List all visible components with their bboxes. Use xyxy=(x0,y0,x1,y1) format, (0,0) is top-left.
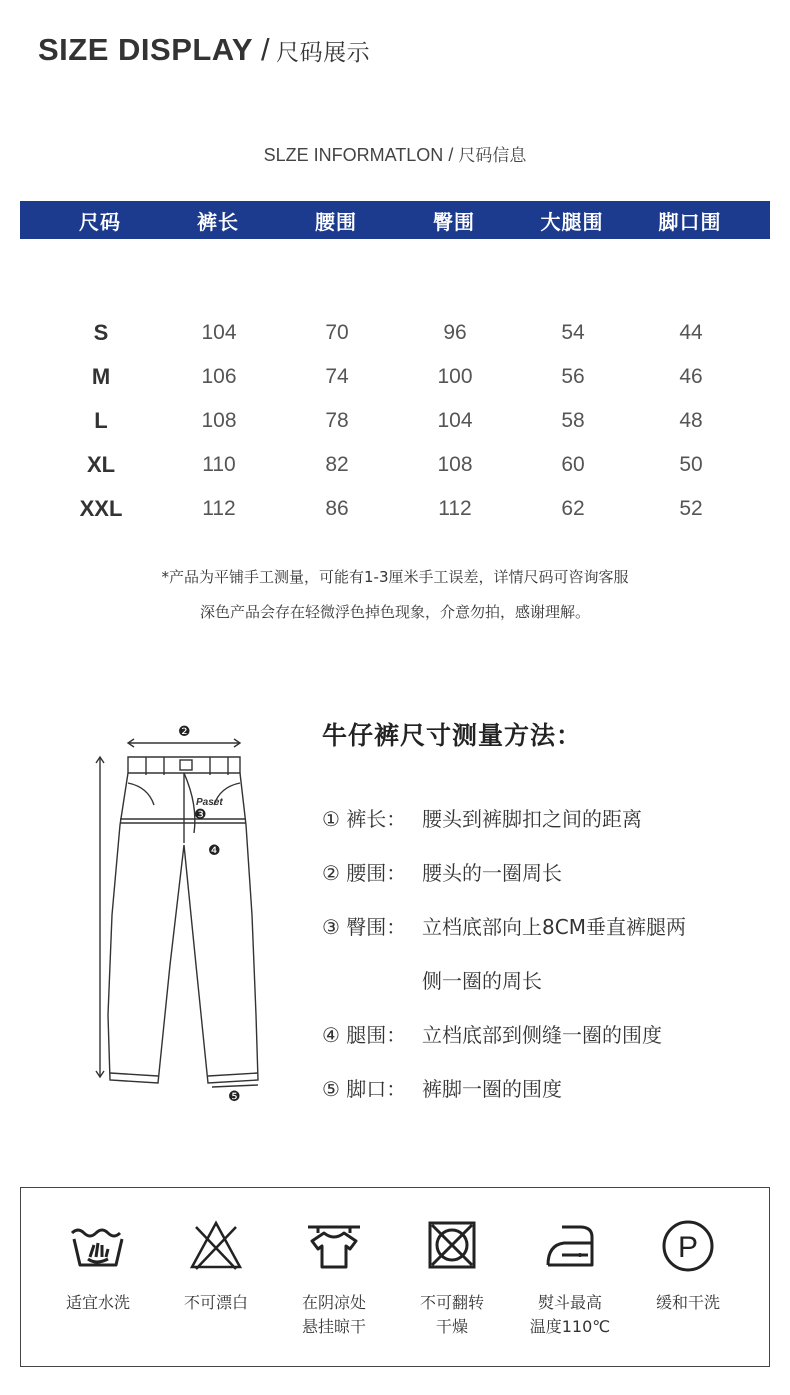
length-cell: 106 xyxy=(201,365,237,388)
care-label xyxy=(511,1291,629,1339)
care-label xyxy=(157,1291,275,1315)
size-cell: XXL xyxy=(79,496,123,521)
size-cell: L xyxy=(94,408,108,433)
method-item-thigh xyxy=(322,1019,662,1048)
care-label-line1: 熨斗最高 xyxy=(537,1293,602,1312)
hem-cell: 48 xyxy=(679,409,703,432)
size-info-subtitle xyxy=(0,141,790,166)
method-label: ① 裤长： xyxy=(322,807,407,831)
care-instructions xyxy=(20,1187,770,1367)
marker-4: ❹ xyxy=(208,843,221,859)
color-fade-note: 深色产品会存在轻微浮色掉色现象，介意勿拍，感谢理解。 xyxy=(199,603,590,621)
page-title xyxy=(38,32,370,68)
dry-clean-symbol: P xyxy=(677,1231,699,1264)
page-title-en: SIZE DISPLAY xyxy=(38,32,254,67)
method-label: ⑤ 脚口： xyxy=(322,1077,407,1101)
waist-cell: 74 xyxy=(325,365,349,388)
care-label-line1: 在阴凉处 xyxy=(301,1293,366,1312)
hip-cell: 104 xyxy=(437,409,473,432)
left-pocket-seam xyxy=(128,783,154,805)
waist-cell: 78 xyxy=(325,409,349,432)
hem-cell: 46 xyxy=(679,365,703,388)
care-label xyxy=(629,1291,747,1315)
method-item-waist xyxy=(322,857,562,886)
marker-3: ❸ xyxy=(194,807,207,823)
fly-stitch xyxy=(184,773,195,833)
hip-cell: 100 xyxy=(437,365,473,388)
method-item-hip xyxy=(322,911,686,940)
length-cell: 108 xyxy=(201,409,237,432)
hem-cell: 52 xyxy=(679,497,703,520)
size-cell: M xyxy=(91,364,111,389)
hip-cell: 108 xyxy=(437,453,473,476)
waist-cell: 70 xyxy=(325,321,349,344)
dry-clean-p-icon xyxy=(658,1219,718,1273)
size-cell: S xyxy=(93,320,109,345)
hem-cell: 50 xyxy=(679,453,703,476)
table-row xyxy=(42,355,750,399)
care-label-line2: 干燥 xyxy=(435,1317,468,1336)
no-bleach-icon xyxy=(186,1219,246,1273)
header-cell-length: 裤长 xyxy=(197,209,239,234)
hip-cell: 112 xyxy=(438,497,472,520)
length-cell: 112 xyxy=(202,497,236,520)
waist-cell: 82 xyxy=(325,453,349,476)
hem-cell: 44 xyxy=(679,321,703,344)
method-title: 牛仔裤尺寸测量方法： xyxy=(322,721,583,750)
table-row xyxy=(42,311,750,355)
iron-icon xyxy=(540,1219,600,1273)
subtitle-separator: / xyxy=(448,145,454,165)
length-cell: 110 xyxy=(202,453,236,476)
method-item-length xyxy=(322,803,642,832)
care-label-line1: 不可漂白 xyxy=(183,1293,248,1312)
table-row xyxy=(42,487,750,531)
jeans-button xyxy=(180,760,192,770)
method-label: ③ 臀围： xyxy=(322,915,407,939)
subtitle-cn: 尺码信息 xyxy=(458,146,527,166)
hem-lines xyxy=(110,1073,258,1076)
method-text: 腰头到裤脚扣之间的距离 xyxy=(422,807,642,831)
care-label-line2: 悬挂晾干 xyxy=(301,1317,366,1336)
method-label: ② 腰围： xyxy=(322,861,407,885)
page-title-cn: 尺码展示 xyxy=(276,40,371,66)
thigh-cell: 56 xyxy=(561,365,585,388)
care-label xyxy=(393,1291,511,1339)
method-label: ④ 腿围： xyxy=(322,1023,407,1047)
size-table-body xyxy=(42,311,750,531)
care-label-line1: 缓和干洗 xyxy=(655,1293,720,1312)
care-label-line1: 适宜水洗 xyxy=(65,1293,130,1312)
measurement-note: *产品为平铺手工测量，可能有1-3厘米手工误差，详情尺码可咨询客服 xyxy=(161,568,629,586)
table-row xyxy=(42,443,750,487)
method-text: 立档底部向上8CM垂直裤腿两 xyxy=(422,915,686,939)
header-cell-size: 尺码 xyxy=(79,209,121,234)
length-cell: 104 xyxy=(201,321,237,344)
header-row xyxy=(41,201,749,239)
subtitle-en: SLZE INFORMATLON xyxy=(263,145,444,165)
hem-arrow-line xyxy=(212,1085,258,1087)
care-label-line1: 不可翻转 xyxy=(419,1293,484,1312)
method-item-hip-cont xyxy=(422,965,542,994)
method-text: 腰头的一圈周长 xyxy=(422,861,562,885)
header-cell-waist: 腰围 xyxy=(315,209,357,234)
waist-cell: 86 xyxy=(325,497,349,520)
care-label xyxy=(39,1291,157,1315)
thigh-cell: 60 xyxy=(561,453,585,476)
jeans-diagram xyxy=(90,715,280,1110)
thigh-cell: 54 xyxy=(561,321,585,344)
method-item-hem xyxy=(322,1073,562,1102)
header-cell-hip: 臀围 xyxy=(433,209,475,234)
method-text: 侧一圈的周长 xyxy=(422,969,542,993)
thigh-cell: 62 xyxy=(561,497,585,520)
size-table-header xyxy=(20,201,770,239)
method-text: 立档底部到侧缝一圈的围度 xyxy=(422,1023,662,1047)
table-row xyxy=(42,399,750,443)
brand-label: Paset xyxy=(196,797,223,808)
marker-5: ❺ xyxy=(228,1089,241,1105)
marker-2: ❷ xyxy=(178,724,191,740)
no-tumble-dry-icon xyxy=(422,1219,482,1273)
care-label-line2: 温度110℃ xyxy=(529,1317,611,1336)
page-title-separator: / xyxy=(261,32,271,67)
header-cell-hem: 脚口围 xyxy=(658,209,722,234)
shade-hang-dry-icon xyxy=(304,1219,364,1273)
care-label xyxy=(275,1291,393,1339)
method-text: 裤脚一圈的围度 xyxy=(422,1077,562,1101)
thigh-cell: 58 xyxy=(561,409,585,432)
header-cell-thigh: 大腿围 xyxy=(540,209,604,234)
size-cell: XL xyxy=(86,452,116,477)
hand-wash-icon xyxy=(68,1219,128,1273)
hip-cell: 96 xyxy=(443,321,467,344)
